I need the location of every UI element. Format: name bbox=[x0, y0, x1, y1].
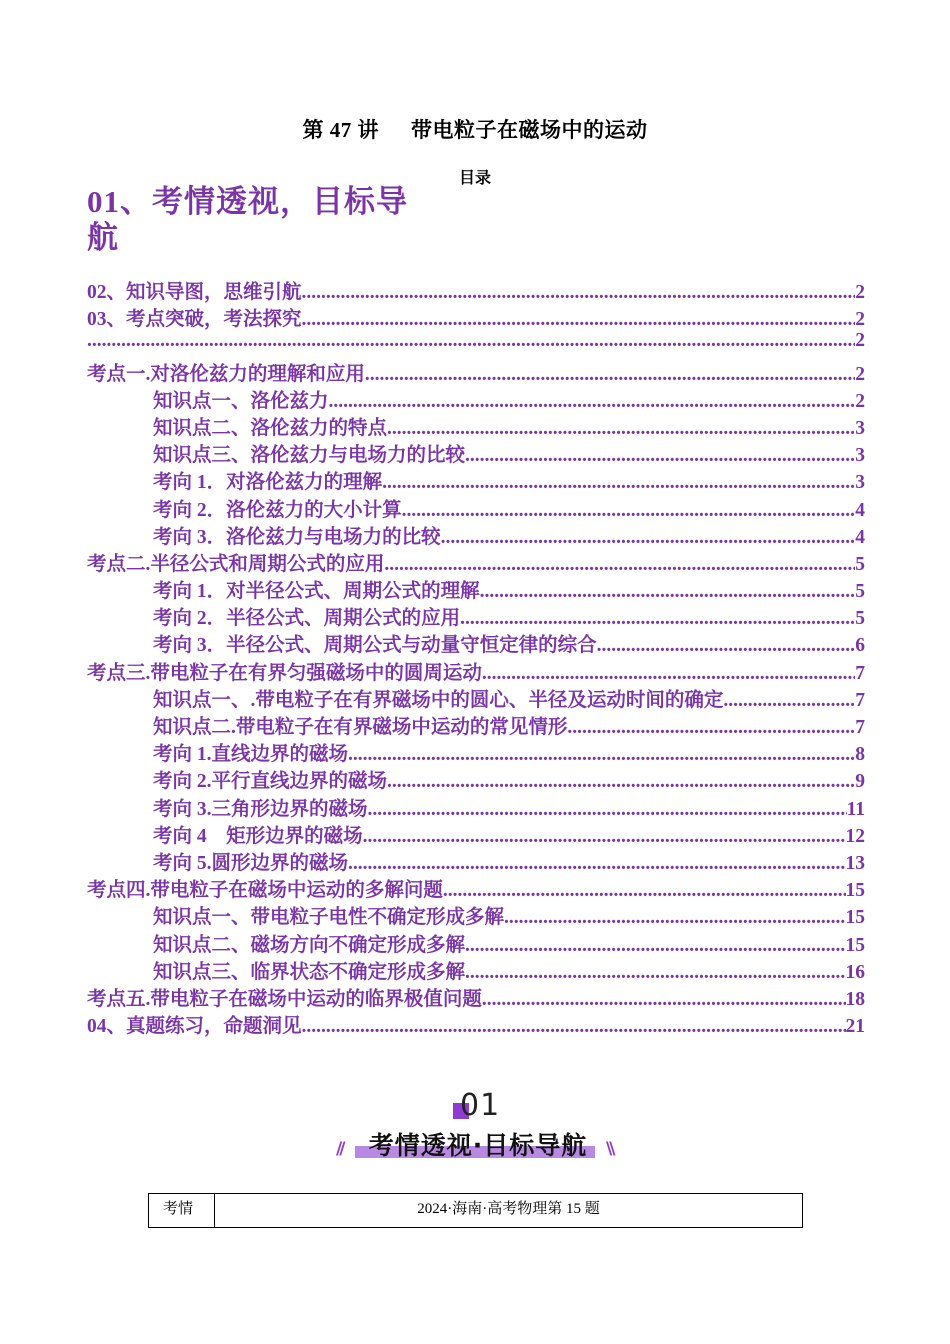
toc-entry[interactable] bbox=[87, 602, 865, 629]
toc-leader-dots bbox=[441, 527, 856, 549]
toc-entry-text: 考点二.半径公式和周期公式的应用 bbox=[87, 553, 385, 575]
toc-entry[interactable] bbox=[87, 575, 865, 602]
toc-entry-text: 考向 2．洛伦兹力的大小计算 bbox=[153, 499, 402, 521]
toc-entry[interactable] bbox=[87, 956, 865, 983]
toc-entry[interactable] bbox=[87, 929, 865, 956]
toc-entry-text: 03、考点突破，考法探究 bbox=[87, 309, 302, 331]
toc-leader-dots bbox=[465, 962, 845, 984]
toc-entry-text: 考点三.带电粒子在有界匀强磁场中的圆周运动 bbox=[87, 662, 482, 684]
toc-leader-dots bbox=[482, 989, 846, 1011]
lecture-number: 第 47 讲 bbox=[302, 118, 379, 142]
toc-entry-text: 知识点一、.带电粒子在有界磁场中的圆心、半径及运动时间的确定 bbox=[153, 689, 724, 711]
toc-entry[interactable] bbox=[87, 439, 865, 466]
toc-entry-text: 考点一.对洛伦兹力的理解和应用 bbox=[87, 363, 365, 385]
toc-entry[interactable] bbox=[87, 521, 865, 548]
toc-page-number: 5 bbox=[855, 581, 865, 603]
toc-entry[interactable] bbox=[87, 765, 865, 792]
toc-page-number: 2 bbox=[855, 363, 865, 385]
banner-slash-left: // bbox=[336, 1139, 343, 1159]
toc-leader-dots bbox=[348, 744, 855, 766]
section-banner bbox=[0, 1088, 950, 1168]
toc-entry[interactable] bbox=[87, 847, 865, 874]
toc-leader-dots bbox=[368, 799, 847, 821]
toc-entry-text: 知识点一、带电粒子电性不确定形成多解 bbox=[153, 907, 505, 929]
toc-entry[interactable] bbox=[87, 466, 865, 493]
toc-entry-text: 考向 2．半径公式、周期公式的应用 bbox=[153, 608, 461, 630]
toc-leader-dots bbox=[480, 581, 856, 603]
exam-info-table bbox=[148, 1193, 803, 1228]
table-cell-value: 2024·海南·高考物理第 15 题 bbox=[215, 1194, 803, 1228]
toc-entry[interactable] bbox=[87, 358, 865, 385]
toc-entry[interactable] bbox=[87, 793, 865, 820]
toc-entry[interactable] bbox=[87, 276, 865, 303]
lecture-topic: 带电粒子在磁场中的运动 bbox=[411, 118, 648, 142]
toc-entry[interactable] bbox=[87, 901, 865, 928]
toc-entry-text: 知识点二.带电粒子在有界磁场中运动的常见情形 bbox=[153, 717, 568, 738]
toc-leader-dots bbox=[723, 690, 855, 712]
toc-entry-text: 考向 1．对洛伦兹力的理解 bbox=[153, 472, 383, 494]
toc-entry-text: 知识点二、磁场方向不确定形成多解 bbox=[153, 934, 466, 956]
toc-entry[interactable] bbox=[87, 657, 865, 684]
toc-leader-dots bbox=[567, 717, 855, 739]
toc-entry[interactable] bbox=[87, 738, 865, 765]
toc-entry-text: 考向 3．洛伦兹力与电场力的比较 bbox=[153, 526, 441, 548]
toc-page-number: 13 bbox=[845, 852, 865, 874]
toc-leader-dots bbox=[329, 391, 856, 413]
toc-page-number: 2 bbox=[855, 390, 865, 412]
toc-leader-dots bbox=[482, 663, 855, 685]
toc-leader-dots bbox=[302, 309, 856, 331]
toc-leader-dots bbox=[387, 418, 855, 440]
toc-entry-text: 考向 5.圆形边界的磁场 bbox=[153, 852, 349, 874]
toc-entry[interactable] bbox=[87, 412, 865, 439]
toc-leader-dots bbox=[382, 472, 855, 494]
toc-entry[interactable] bbox=[87, 629, 865, 656]
toc-page-number: 18 bbox=[845, 988, 865, 1010]
toc-entry[interactable] bbox=[87, 711, 865, 738]
toc-page-number: 15 bbox=[845, 907, 865, 929]
table-row bbox=[149, 1194, 803, 1228]
toc-entry-text: 考点四.带电粒子在磁场中运动的多解问题 bbox=[87, 880, 443, 902]
toc-entry-text: 考点五.带电粒子在磁场中运动的临界极值问题 bbox=[87, 988, 482, 1010]
toc-page-number: 5 bbox=[855, 553, 865, 575]
toc-entry[interactable] bbox=[87, 385, 865, 412]
toc-entry-text: 知识点三、洛伦兹力与电场力的比较 bbox=[153, 445, 466, 467]
toc-page-number: 15 bbox=[845, 880, 865, 902]
toc-page-number: 2 bbox=[855, 330, 865, 352]
toc-page-number: 7 bbox=[855, 689, 865, 711]
toc-leader-dots bbox=[504, 907, 845, 929]
toc-leader-dots bbox=[348, 853, 845, 875]
toc-entry-text: 知识点三、临界状态不确定形成多解 bbox=[153, 961, 466, 983]
toc-entry[interactable] bbox=[87, 330, 865, 357]
toc-entry-text: 考向 2.平行直线边界的磁场 bbox=[153, 771, 388, 793]
toc-entry[interactable] bbox=[87, 1010, 865, 1037]
toc-entry[interactable] bbox=[87, 820, 865, 847]
toc-page-number: 12 bbox=[845, 825, 865, 847]
toc-entry-text: 考向 4 矩形边界的磁场 bbox=[153, 825, 363, 847]
table-cell-label: 考情 bbox=[149, 1194, 215, 1228]
toc-entry[interactable] bbox=[87, 494, 865, 521]
toc-entry-text: 知识点二、洛伦兹力的特点 bbox=[153, 417, 388, 439]
toc-leader-dots bbox=[87, 330, 855, 352]
toc-page-number: 3 bbox=[855, 417, 865, 439]
toc-leader-dots bbox=[363, 826, 846, 848]
toc-leader-dots bbox=[460, 608, 855, 630]
document-title bbox=[0, 114, 950, 144]
toc-leader-dots bbox=[465, 935, 845, 957]
toc-entry[interactable] bbox=[87, 874, 865, 901]
toc-page-number: 2 bbox=[855, 282, 865, 303]
toc-entry[interactable] bbox=[87, 684, 865, 711]
banner-title: 考情透视·目标导航 bbox=[368, 1131, 588, 1160]
toc-entry[interactable] bbox=[87, 983, 865, 1010]
toc-entry-text: 知识点一、洛伦兹力 bbox=[153, 390, 329, 412]
toc-leader-dots bbox=[402, 500, 856, 522]
toc-page-number: 2 bbox=[855, 309, 865, 331]
toc-leader-dots bbox=[387, 771, 855, 793]
toc-entry-text: 考向 3．半径公式、周期公式与动量守恒定律的综合 bbox=[153, 635, 597, 657]
toc-page-number: 7 bbox=[855, 717, 865, 738]
toc-leader-dots bbox=[597, 635, 856, 657]
banner-slash-right: \\ bbox=[606, 1139, 613, 1159]
toc-page-number: 3 bbox=[855, 472, 865, 494]
toc-page-number: 4 bbox=[855, 499, 865, 521]
toc-leader-dots bbox=[302, 1016, 846, 1038]
toc-entry-text: 考向 3.三角形边界的磁场 bbox=[153, 798, 368, 820]
toc-entry[interactable] bbox=[87, 303, 865, 330]
toc-page-number: 9 bbox=[855, 771, 865, 793]
toc-entry-section-01[interactable]: 01、考情透视，目标导航 bbox=[87, 184, 408, 255]
banner-number: 01 bbox=[460, 1088, 501, 1123]
toc-page-number: 5 bbox=[855, 608, 865, 630]
toc-page-number: 4 bbox=[855, 526, 865, 548]
toc-leader-dots bbox=[365, 364, 855, 386]
toc-entry-text: 04、真题练习，命题洞见 bbox=[87, 1016, 302, 1038]
toc-page-number: 6 bbox=[855, 635, 865, 657]
toc-entry-text: 考向 1.直线边界的磁场 bbox=[153, 744, 349, 766]
toc-page-number: 7 bbox=[855, 662, 865, 684]
toc-page-number: 16 bbox=[845, 961, 865, 983]
toc-page-number: 15 bbox=[845, 934, 865, 956]
toc-page-number: 3 bbox=[855, 445, 865, 467]
toc-leader-dots bbox=[302, 282, 856, 304]
toc-heading: 目录 bbox=[458, 170, 491, 187]
toc-entry-text: 考向 1．对半径公式、周期公式的理解 bbox=[153, 581, 480, 603]
toc-page-number: 8 bbox=[855, 744, 865, 766]
toc-leader-dots bbox=[384, 554, 855, 576]
toc-page-number: 11 bbox=[846, 798, 865, 820]
toc-entry[interactable] bbox=[87, 548, 865, 575]
toc-entry-text: 02、知识导图，思维引航 bbox=[87, 282, 302, 303]
toc-leader-dots bbox=[443, 880, 846, 902]
table-of-contents bbox=[87, 276, 865, 1037]
toc-leader-dots bbox=[465, 445, 855, 467]
toc-page-number: 21 bbox=[845, 1016, 865, 1038]
